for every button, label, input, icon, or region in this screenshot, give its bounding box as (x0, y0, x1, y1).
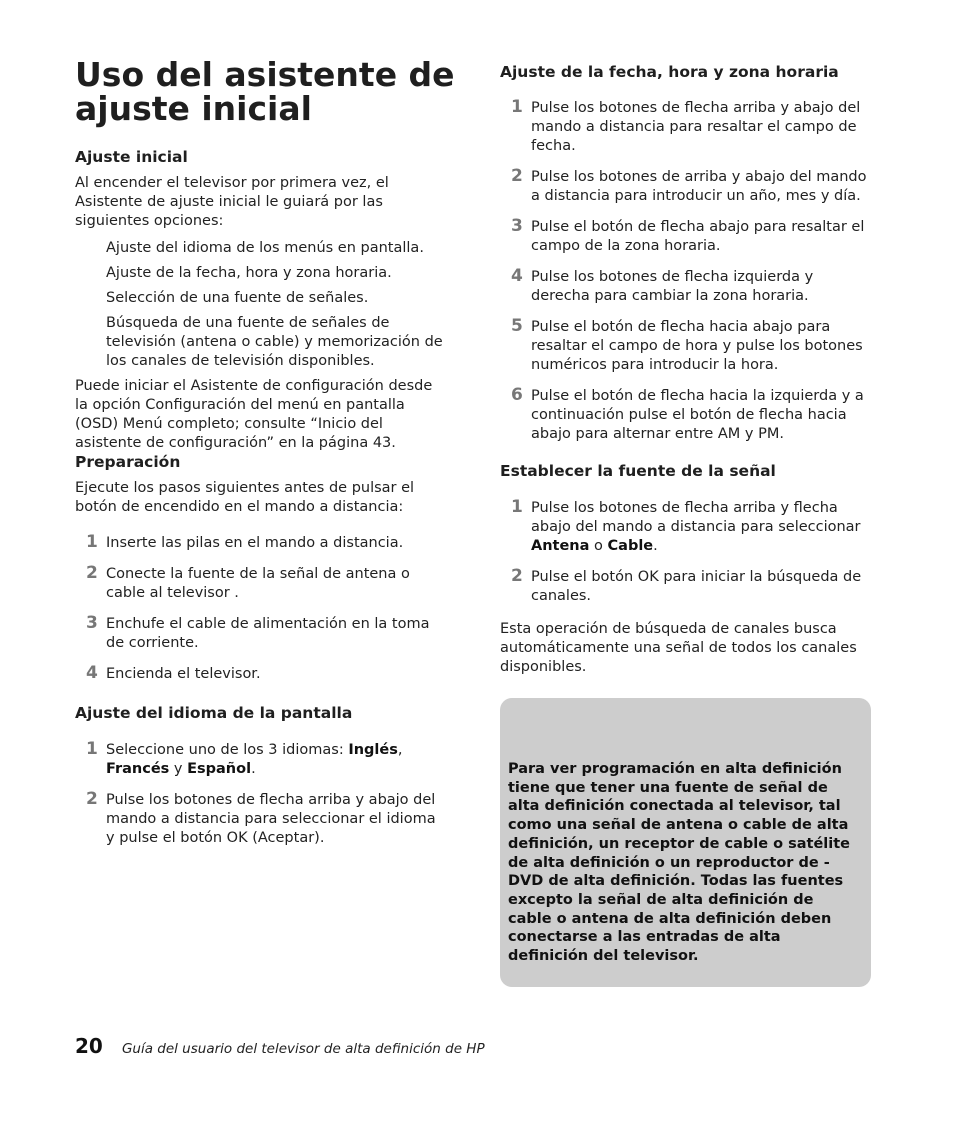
step-number: 4 (511, 266, 523, 286)
intro-paragraph: Ejecute los pasos siguientes antes de pulsar el botón de encendido en el mando a distancia: (75, 480, 415, 515)
step-item (500, 218, 872, 256)
section-heading: Ajuste inicial (75, 148, 188, 166)
step-item (500, 568, 872, 606)
steps-list (500, 99, 872, 444)
section-ajuste-inicial (75, 147, 445, 453)
step-item (500, 318, 872, 375)
step-text: Inserte las pilas en el mando a distancia. (106, 535, 404, 551)
step-number: 1 (86, 739, 98, 759)
step-text: Pulse los botones de flecha arriba y abajo del mando a distancia para seleccionar el idioma y pulse el botón OK (Aceptar). (106, 792, 436, 846)
step-number: 2 (511, 566, 523, 586)
list-item: Ajuste del idioma de los menús en pantalla. (106, 240, 424, 256)
step-text: Pulse los botones de flecha izquierda y derecha para cambiar la zona horaria. (531, 269, 814, 304)
step-item (75, 534, 445, 553)
step-text: Pulse los botones de flecha arriba y flecha abajo del mando a distancia para seleccionar (531, 500, 861, 535)
step-item (75, 565, 445, 603)
section-idioma (75, 703, 445, 848)
step-item (75, 791, 445, 848)
list-item: Búsqueda de una fuente de señales de televisión (antena o cable) y memorización de los canales de televisión disponibles. (106, 315, 443, 369)
outro-paragraph: Esta operación de búsqueda de canales busca automáticamente una señal de todos los canales disponibles. (500, 621, 857, 675)
step-number: 4 (86, 663, 98, 683)
separator: . (251, 761, 256, 777)
separator: , (397, 742, 403, 758)
step-number: 1 (511, 97, 523, 117)
step-number: 1 (86, 532, 98, 552)
list-item: Selección de una fuente de señales. (106, 290, 369, 306)
step-text: Encienda el televisor. (106, 666, 261, 682)
step-number: 5 (511, 316, 523, 336)
steps-list (75, 534, 445, 684)
language-option-espanol: Español (187, 761, 252, 777)
step-number: 1 (511, 497, 523, 517)
note-box (500, 698, 871, 987)
step-text: Seleccione uno de los 3 idiomas: (106, 742, 349, 758)
step-number: 2 (86, 789, 98, 809)
step-number: 3 (86, 613, 98, 633)
page-footer (75, 1034, 485, 1058)
section-heading: Ajuste del idioma de la pantalla (75, 704, 353, 722)
step-item (500, 168, 872, 206)
section-heading: Ajuste de la fecha, hora y zona horaria (500, 63, 839, 81)
step-text: Conecte la fuente de la señal de antena o cable al televisor . (106, 566, 410, 601)
section-heading: Establecer la fuente de la señal (500, 462, 776, 480)
section-preparacion (75, 452, 445, 684)
language-option-frances: Francés (106, 761, 170, 777)
step-text: Pulse los botones de arriba y abajo del mando a distancia para introducir un año, mes y día. (531, 169, 867, 204)
outro-paragraph: Puede iniciar el Asistente de configuración desde la opción Configuración del menú en pantalla (OSD) Menú completo; consulte “Inicio del asistente de configuración” en la página 43. (75, 378, 433, 451)
step-number: 2 (511, 166, 523, 186)
step-item (500, 99, 872, 156)
page-title: Uso del asistente de ajuste inicial (75, 55, 455, 128)
options-list (75, 239, 445, 371)
list-item: Ajuste de la fecha, hora y zona horaria. (106, 265, 392, 281)
step-number: 2 (86, 563, 98, 583)
steps-list (75, 741, 445, 848)
step-text: Pulse los botones de flecha arriba y abajo del mando a distancia para resaltar el campo de fecha. (531, 100, 861, 154)
step-item (75, 741, 445, 779)
language-option-ingles: Inglés (348, 742, 398, 758)
page-number: 20 (75, 1034, 103, 1058)
step-text: Pulse el botón de flecha hacia abajo para resaltar el campo de hora y pulse los botones numéricos para introducir la hora. (531, 319, 863, 373)
step-item (500, 268, 872, 306)
step-item (75, 615, 445, 653)
step-item (75, 665, 445, 684)
step-item (500, 387, 872, 444)
step-text: Pulse el botón de flecha abajo para resaltar el campo de la zona horaria. (531, 219, 865, 254)
step-text: Enchufe el cable de alimentación en la toma de corriente. (106, 616, 430, 651)
separator: . (653, 538, 658, 554)
source-option-cable: Cable (607, 538, 654, 554)
separator: o (589, 538, 608, 554)
note-text: Para ver programación en alta definición tiene que tener una fuente de señal de alta definición conectada al televisor, tal como una señal de antena o cable de alta definición, un receptor de cable o satélite de alta definición o un reproductor de -DVD de alta definición. Todas las fuentes excepto la señal de alta definición de cable o antena de alta definición deben conectarse a las entradas de alta definición del televisor. (508, 761, 851, 965)
steps-list (500, 499, 872, 606)
intro-paragraph: Al encender el televisor por primera vez, el Asistente de ajuste inicial le guiará por las siguientes opciones: (75, 175, 389, 229)
section-heading: Preparación (75, 453, 181, 471)
source-option-antena: Antena (531, 538, 590, 554)
step-item (500, 499, 872, 556)
separator: y (169, 761, 188, 777)
step-text: Pulse el botón OK para iniciar la búsqueda de canales. (531, 569, 862, 604)
step-text: Pulse el botón de flecha hacia la izquierda y a continuación pulse el botón de flecha hacia abajo para alternar entre AM y PM. (531, 388, 864, 442)
section-fuente (500, 461, 872, 677)
step-number: 3 (511, 216, 523, 236)
section-fecha (500, 62, 872, 444)
footer-text: Guía del usuario del televisor de alta definición de HP (121, 1041, 485, 1057)
step-number: 6 (511, 385, 523, 405)
